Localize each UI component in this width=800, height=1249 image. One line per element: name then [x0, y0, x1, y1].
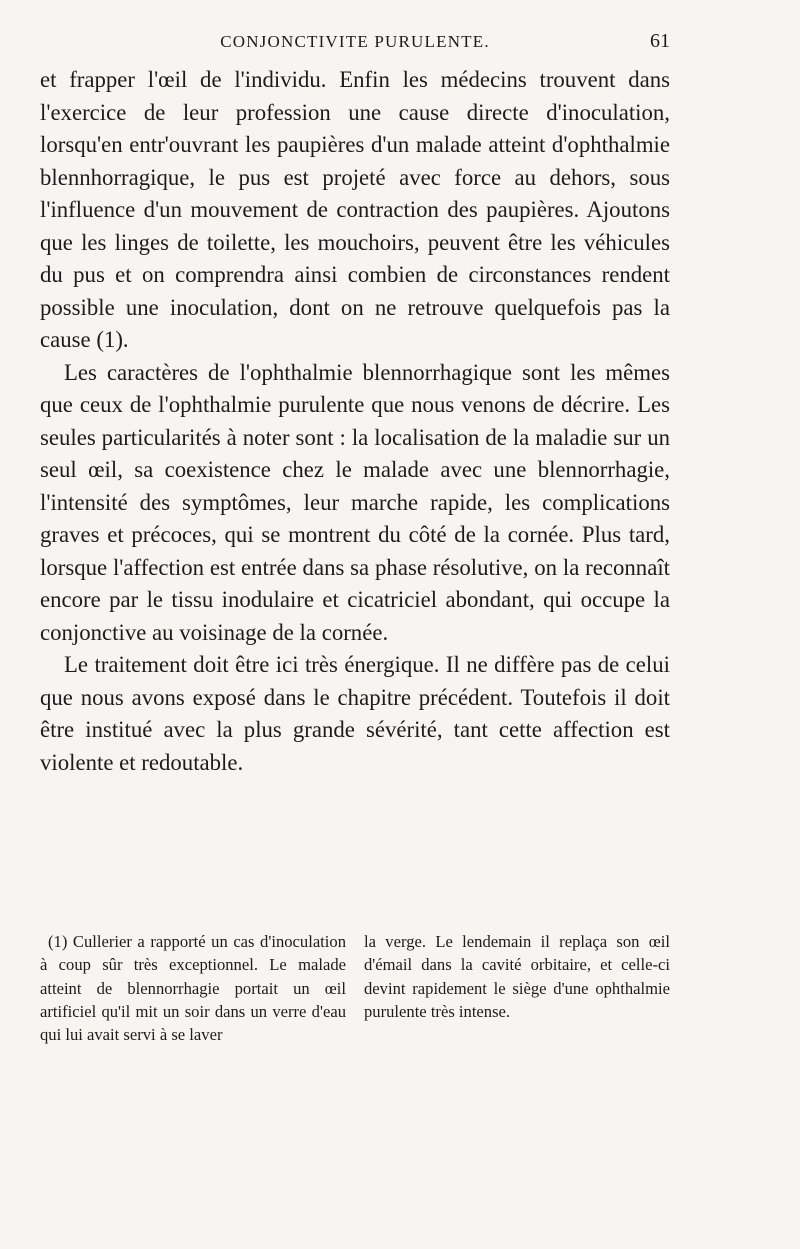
- footnote-column-right: la verge. Le lendemain il replaça son œil d'émail dans la cavité orbitaire, et celle-ci devint rapidement le siège d'une ophthalmie purulente très intense.: [364, 932, 670, 1021]
- running-title: CONJONCTIVITE PURULENTE.: [220, 32, 490, 51]
- footnote-column-left: (1) Cullerier a rapporté un cas d'inoculation à coup sûr très exceptionnel. Le malade atteint de blennorrhagie portait un œil artificiel qu'il mit un soir dans un verre d'eau qui lui avait servi à se laver: [40, 932, 346, 1045]
- footnote: [40, 930, 670, 1046]
- paragraph-characteristics: Les caractères de l'ophthalmie blennorrhagique sont les mêmes que ceux de l'ophthalmie purulente que nous venons de décrire. Les seules particularités à noter sont : la localisation de la maladie sur un seul œil, sa coexistence chez le malade avec une blennorrhagie, l'intensité des symptômes, leur marche rapide, les complications graves et précoces, qui se montrent du côté de la cornée. Plus tard, lorsque l'affection est entrée dans sa phase résolutive, on la reconnaît encore par le tissu inodulaire et cicatriciel abondant, qui occupe la conjonctive au voisinage de la cornée.: [40, 359, 670, 645]
- paragraph-treatment: Le traitement doit être ici très énergique. Il ne diffère pas de celui que nous avons exposé dans le chapitre précédent. Toutefois il doit être institué avec la plus grande sévérité, tant cette affection est violente et redoutable.: [40, 652, 670, 775]
- body-text: [40, 64, 670, 779]
- page-number: 61: [650, 30, 670, 52]
- page-header: [40, 30, 670, 60]
- paragraph-continuation: et frapper l'œil de l'individu. Enfin les médecins trouvent dans l'exercice de leur profession une cause directe d'inoculation, lorsqu'en entr'ouvrant les paupières d'un malade atteint d'ophthalmie blennhorragique, le pus est projeté avec force au dehors, sous l'influence d'un mouvement de contraction des paupières. Ajoutons que les linges de toilette, les mouchoirs, peuvent être les véhicules du pus et on comprendra ainsi combien de circonstances rendent possible une inoculation, dont on ne retrouve quelquefois pas la cause (1).: [40, 67, 670, 352]
